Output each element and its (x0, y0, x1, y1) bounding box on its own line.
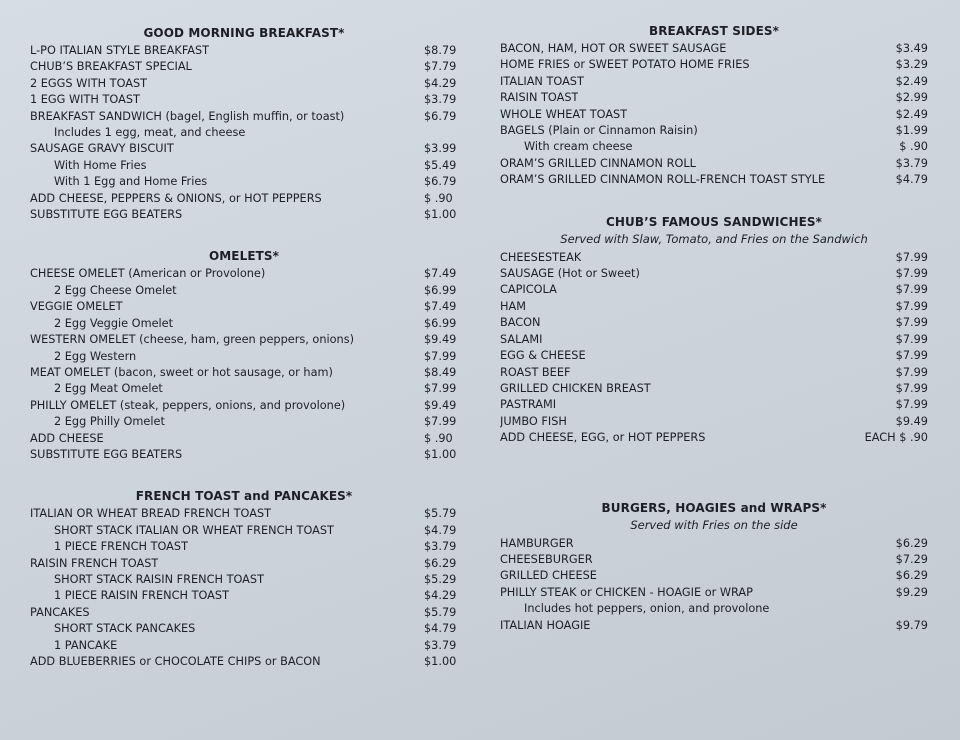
menu-item-row (30, 207, 458, 223)
menu-item-row (30, 365, 458, 381)
menu-item-price: $6.79 (424, 175, 457, 189)
menu-item-row (30, 174, 458, 190)
menu-item-name: CHUB’S BREAKFAST SPECIAL (30, 60, 192, 74)
menu-item-price: $5.79 (424, 605, 457, 619)
menu-item-row (30, 588, 458, 604)
menu-item-row (30, 447, 458, 463)
menu-item-row (500, 156, 928, 172)
french-toast-section (30, 489, 458, 670)
menu-item-row (30, 92, 458, 108)
menu-item-row (500, 397, 928, 413)
menu-item-price: $3.79 (424, 540, 457, 554)
menu-item-price: $ .90 (424, 191, 453, 205)
burgers-section-title: BURGERS, HOAGIES and WRAPS* (601, 500, 827, 515)
menu-item-row (500, 139, 928, 155)
menu-item-row (30, 654, 458, 670)
menu-item-name: SALAMI (500, 332, 543, 346)
menu-item-name: SAUSAGE (Hot or Sweet) (500, 267, 640, 281)
menu-item-row (30, 266, 458, 282)
menu-item-price: $8.79 (424, 44, 457, 57)
menu-item-name: With cream cheese (524, 140, 633, 154)
menu-item-name: ADD CHEESE (30, 431, 104, 445)
menu-item-row (30, 506, 458, 522)
menu-item-name: SUBSTITUTE EGG BEATERS (30, 208, 183, 222)
burgers-items (500, 536, 928, 634)
menu-item-row (30, 605, 458, 621)
menu-item-name: EGG & CHEESE (500, 349, 586, 363)
menu-item-name: BREAKFAST SANDWICH (bagel, English muffin, or toast) (30, 109, 345, 123)
menu-item-name: L-PO ITALIAN STYLE BREAKFAST (30, 44, 210, 57)
menu-item-row (500, 172, 928, 188)
burgers-section (500, 501, 928, 634)
menu-item-name: SAUSAGE GRAVY BISCUIT (30, 142, 174, 156)
french-toast-items (30, 506, 458, 670)
menu-item-row (500, 552, 928, 568)
menu-item-row (500, 266, 928, 282)
menu-item-row (500, 348, 928, 364)
menu-item-name: RAISIN FRENCH TOAST (30, 556, 159, 570)
menu-item-price: $7.49 (424, 300, 457, 314)
omelets-section-title: OMELETS* (208, 249, 280, 264)
breakfast-sides-section (500, 24, 928, 189)
menu-item-row (30, 523, 458, 539)
menu-item-row (500, 618, 928, 634)
menu-item-row (500, 41, 928, 57)
menu-item-price: $7.99 (424, 415, 457, 429)
menu-item-name: ITALIAN HOAGIE (500, 618, 591, 632)
menu-item-name: ORAM’S GRILLED CINNAMON ROLL-FRENCH TOAST STYLE (500, 173, 826, 187)
menu-item-price: $2.99 (895, 91, 928, 105)
menu-item-price: $9.49 (895, 414, 928, 428)
menu-item-row (30, 76, 458, 92)
menu-item-name: BAGELS (Plain or Cinnamon Raisin) (500, 124, 698, 138)
menu-item-row (500, 536, 928, 552)
omelets-items (30, 266, 458, 463)
menu-item-row (500, 123, 928, 139)
breakfast-items (30, 43, 458, 223)
menu-item-row (500, 381, 928, 397)
menu-item-price: $9.29 (895, 585, 928, 599)
menu-item-price: $3.49 (895, 42, 928, 55)
menu-item-price: $4.79 (895, 173, 928, 187)
menu-item-row (30, 539, 458, 555)
menu-item-price: $7.99 (895, 250, 928, 264)
menu-item-row (30, 158, 458, 174)
menu-item-row (500, 601, 928, 617)
menu-item-row (500, 107, 928, 123)
menu-item-name: 2 EGGS WITH TOAST (30, 76, 148, 90)
menu-item-price: $4.79 (424, 523, 457, 537)
menu-item-name: ADD CHEESE, PEPPERS & ONIONS, or HOT PEPPERS (30, 191, 322, 205)
menu-item-name: BACON, HAM, HOT OR SWEET SAUSAGE (500, 42, 727, 55)
menu-item-name: HAMBURGER (500, 536, 574, 550)
menu-item-price: $7.99 (895, 316, 928, 330)
menu-item-row (30, 349, 458, 365)
menu-item-price: $7.49 (424, 267, 457, 281)
menu-item-price: $8.49 (424, 365, 457, 379)
breakfast-section (30, 26, 458, 223)
menu-item-name: PHILLY OMELET (steak, peppers, onions, and provolone) (30, 398, 346, 412)
menu-item-price: $6.29 (424, 556, 457, 570)
menu-item-price: $3.79 (424, 93, 457, 107)
sandwiches-items (500, 250, 928, 447)
menu-item-row (500, 282, 928, 298)
menu-item-row (500, 430, 928, 446)
breakfast-sides-section-title: BREAKFAST SIDES* (648, 24, 780, 38)
menu-item-name: 1 PIECE RAISIN FRENCH TOAST (54, 589, 229, 603)
menu-item-row (500, 315, 928, 331)
menu-item-row (500, 90, 928, 106)
menu-item-row (30, 556, 458, 572)
menu-item-price: $4.29 (424, 589, 457, 603)
menu-item-name: 1 PANCAKE (54, 638, 118, 652)
menu-item-row (30, 43, 458, 59)
right-column (500, 22, 928, 648)
menu-item-row (500, 74, 928, 90)
menu-item-price: $3.79 (895, 156, 928, 170)
menu-item-name: Includes 1 egg, meat, and cheese (54, 126, 246, 140)
menu-item-row (30, 191, 458, 207)
menu-item-price: $7.99 (424, 349, 457, 363)
menu-item-row (30, 381, 458, 397)
sandwiches-section-title: CHUB’S FAMOUS SANDWICHES* (605, 214, 823, 229)
menu-item-price: $2.49 (895, 107, 928, 121)
sandwiches-section-subtitle: Served with Slaw, Tomato, and Fries on the Sandwich (560, 231, 868, 246)
menu-item-row (30, 59, 458, 75)
menu-item-price: $ .90 (899, 140, 928, 154)
left-column (30, 24, 458, 684)
menu-item-name: HAM (500, 299, 526, 313)
menu-item-name: 2 Egg Cheese Omelet (54, 283, 177, 297)
menu-item-price: $9.49 (424, 398, 457, 412)
menu-item-name: 2 Egg Philly Omelet (54, 415, 165, 429)
menu-item-price: $4.29 (424, 76, 457, 90)
menu-item-price: $9.79 (895, 618, 928, 632)
menu-item-price: $7.99 (895, 398, 928, 412)
menu-item-row (30, 332, 458, 348)
menu-item-row (30, 638, 458, 654)
menu-item-name: VEGGIE OMELET (30, 300, 123, 314)
menu-item-price: $7.99 (424, 382, 457, 396)
menu-item-price: $3.79 (424, 638, 457, 652)
menu-item-price: $2.49 (895, 74, 928, 88)
menu-item-name: 2 Egg Meat Omelet (54, 382, 163, 396)
menu-item-price: $3.99 (424, 142, 457, 156)
menu-item-price: $ .90 (424, 431, 453, 445)
menu-item-name: CHEESE OMELET (American or Provolone) (30, 267, 266, 281)
french-toast-section-title: FRENCH TOAST and PANCAKES* (135, 489, 353, 504)
menu-item-price: $1.00 (424, 208, 457, 222)
menu-item-name: ITALIAN OR WHEAT BREAD FRENCH TOAST (30, 507, 272, 521)
menu-item-name: ADD BLUEBERRIES or CHOCOLATE CHIPS or BACON (30, 655, 321, 668)
menu-item-name: SHORT STACK PANCAKES (54, 622, 196, 636)
menu-item-row (30, 109, 458, 125)
menu-item-price: $4.79 (424, 622, 457, 636)
menu-item-price: $6.99 (424, 283, 457, 297)
menu-item-price: $7.99 (895, 365, 928, 379)
menu-item-price: $7.99 (895, 267, 928, 281)
menu-item-name: BACON (500, 316, 541, 330)
menu-item-price: $7.99 (895, 381, 928, 395)
menu-item-name: WHOLE WHEAT TOAST (500, 107, 628, 121)
menu-item-price: $7.99 (895, 332, 928, 346)
menu-item-row (30, 316, 458, 332)
menu-item-name: SHORT STACK ITALIAN OR WHEAT FRENCH TOAST (54, 523, 334, 537)
menu-item-row (500, 250, 928, 266)
menu-item-name: RAISIN TOAST (500, 91, 579, 105)
menu-item-name: With Home Fries (54, 158, 147, 172)
menu-item-row (500, 332, 928, 348)
menu-item-name: 2 Egg Veggie Omelet (54, 316, 174, 330)
menu-item-name: With 1 Egg and Home Fries (54, 175, 208, 189)
omelets-section (30, 249, 458, 463)
menu-item-row (30, 572, 458, 588)
menu-item-name: 2 Egg Western (54, 349, 137, 363)
sandwiches-section (500, 215, 928, 447)
menu-item-price: $1.00 (424, 447, 457, 461)
menu-item-price: $7.99 (895, 299, 928, 313)
menu-item-price: $6.29 (895, 569, 928, 583)
menu-item-row (500, 365, 928, 381)
menu-item-name: 1 PIECE FRENCH TOAST (54, 540, 188, 554)
menu-item-row (500, 299, 928, 315)
menu-item-price: $6.79 (424, 109, 457, 123)
menu-item-row (500, 414, 928, 430)
menu-item-name: ROAST BEEF (500, 365, 571, 379)
menu-item-name: ADD CHEESE, EGG, or HOT PEPPERS (500, 431, 706, 445)
breakfast-sides-items (500, 41, 928, 189)
menu-item-name: SUBSTITUTE EGG BEATERS (30, 447, 183, 461)
menu-item-row (30, 398, 458, 414)
menu-item-price: $5.29 (424, 572, 457, 586)
menu-item-name: CAPICOLA (500, 283, 557, 297)
menu-item-row (500, 57, 928, 73)
menu-item-name: CHEESESTEAK (500, 250, 582, 264)
menu-item-row (30, 141, 458, 157)
burgers-section-subtitle: Served with Fries on the side (630, 517, 798, 532)
menu-item-name: JUMBO FISH (500, 414, 567, 428)
menu-item-name: 1 EGG WITH TOAST (30, 93, 140, 107)
menu-item-row (30, 125, 458, 141)
breakfast-section-title: GOOD MORNING BREAKFAST* (143, 26, 345, 40)
menu-item-price: $3.29 (895, 58, 928, 72)
menu-item-price: $6.99 (424, 316, 457, 330)
menu-item-price: $6.29 (895, 536, 928, 550)
menu-item-name: PASTRAMI (500, 398, 557, 412)
menu-item-row (30, 431, 458, 447)
menu-item-name: WESTERN OMELET (cheese, ham, green peppers, onions) (30, 333, 354, 347)
menu-item-price: $7.99 (895, 283, 928, 297)
menu-item-price: $5.79 (424, 507, 457, 521)
menu-item-name: ORAM’S GRILLED CINNAMON ROLL (500, 156, 696, 170)
menu-item-name: GRILLED CHICKEN BREAST (500, 381, 651, 395)
menu-item-price: $1.99 (895, 124, 928, 138)
menu-item-name: CHEESEBURGER (500, 552, 593, 566)
menu-item-name: PHILLY STEAK or CHICKEN - HOAGIE or WRAP (500, 585, 753, 599)
menu-item-name: MEAT OMELET (bacon, sweet or hot sausage, or ham) (30, 365, 333, 379)
menu-item-row (500, 568, 928, 584)
menu-item-price: $9.49 (424, 333, 457, 347)
menu-item-price: $1.00 (424, 655, 457, 668)
menu-item-name: GRILLED CHEESE (500, 569, 597, 583)
menu-item-name: HOME FRIES or SWEET POTATO HOME FRIES (500, 58, 750, 72)
menu-item-price: $7.29 (895, 552, 928, 566)
menu-item-row (30, 283, 458, 299)
menu-item-row (30, 414, 458, 430)
menu-item-price: $7.79 (424, 60, 457, 74)
menu-item-name: SHORT STACK RAISIN FRENCH TOAST (54, 572, 264, 586)
menu-item-price: EACH $ .90 (864, 431, 928, 445)
menu-item-name: Includes hot peppers, onion, and provolone (524, 602, 770, 616)
menu-item-name: PANCAKES (30, 605, 90, 619)
menu-item-price: $7.99 (895, 349, 928, 363)
menu-item-row (30, 299, 458, 315)
menu-item-name: ITALIAN TOAST (500, 74, 584, 88)
menu-item-row (500, 585, 928, 601)
menu-item-row (30, 621, 458, 637)
menu-item-price: $5.49 (424, 158, 457, 172)
